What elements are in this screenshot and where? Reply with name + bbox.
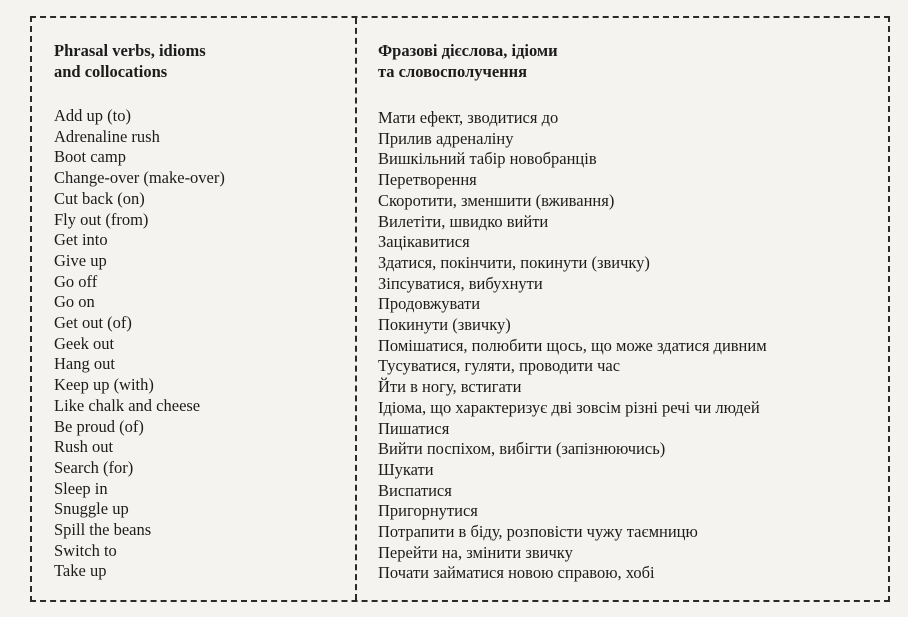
ukrainian-translation-item: Покинути (звичку) <box>378 315 511 335</box>
english-phrase-item: Give up <box>54 250 107 270</box>
ukrainian-translation-item: Вилетіти, швидко вийти <box>378 211 549 231</box>
ukrainian-translation-item: Прилив адреналіну <box>378 128 514 148</box>
column-divider <box>355 18 357 600</box>
ukrainian-translation-item: Зацікавитися <box>378 232 470 252</box>
ukrainian-translation-item: Ідіома, що характеризує дві зовсім різні речі чи людей <box>378 397 760 417</box>
english-phrase-item: Get into <box>54 230 108 250</box>
english-phrase-item: Adrenaline rush <box>54 126 160 146</box>
ukrainian-translation-item: Виспатися <box>378 480 452 500</box>
english-phrase-item: Go off <box>54 271 98 291</box>
ukrainian-translation-item: Помішатися, полюбити щось, що може здатися дивним <box>378 335 767 355</box>
english-phrase-item: Cut back (on) <box>54 188 145 208</box>
ukrainian-translation-item: Пригорнутися <box>378 501 478 521</box>
english-phrase-item: Add up (to) <box>54 106 131 125</box>
ukrainian-translation-item: Пишатися <box>378 418 450 438</box>
ukrainian-heading <box>378 40 888 82</box>
english-phrase-item: Like chalk and cheese <box>54 395 201 415</box>
english-phrase-item: Get out (of) <box>54 313 132 333</box>
ukrainian-heading-line1: Фразові дієслова, ідіоми <box>378 41 558 60</box>
english-phrase-item: Switch to <box>54 540 117 560</box>
english-heading-line2: and collocations <box>54 62 168 81</box>
english-heading-line1: Phrasal verbs, idioms <box>54 41 206 60</box>
ukrainian-translation-item: Здатися, покінчити, покинути (звичку) <box>378 252 650 272</box>
english-phrase-item: Hang out <box>54 354 115 374</box>
english-phrase-item: Geek out <box>54 333 115 353</box>
english-phrase-item: Take up <box>54 561 107 581</box>
ukrainian-translation-item: Скоротити, зменшити (вживання) <box>378 190 615 210</box>
ukrainian-translation-item: Потрапити в біду, розповісти чужу таємницю <box>378 522 698 542</box>
english-phrase-item: Boot camp <box>54 147 126 167</box>
english-column <box>54 40 344 581</box>
english-phrase-list <box>54 106 225 582</box>
ukrainian-translation-item: Мати ефект, зводитися до <box>378 108 559 127</box>
ukrainian-translation-item: Зіпсуватися, вибухнути <box>378 273 543 293</box>
ukrainian-translation-item: Перетворення <box>378 170 477 190</box>
ukrainian-column <box>378 40 888 583</box>
english-phrase-item: Sleep in <box>54 478 108 498</box>
english-phrase-item: Rush out <box>54 437 114 457</box>
english-heading <box>54 40 344 82</box>
english-phrase-item: Snuggle up <box>54 499 129 519</box>
english-phrase-item: Be proud (of) <box>54 416 144 436</box>
english-phrase-item: Search (for) <box>54 457 134 477</box>
english-phrase-item: Change-over (make-over) <box>54 168 225 188</box>
ukrainian-translation-item: Шукати <box>378 459 434 479</box>
ukrainian-translation-item: Тусуватися, гуляти, проводити час <box>378 356 621 376</box>
ukrainian-heading-line2: та словосполучення <box>378 62 528 81</box>
english-phrase-item: Fly out (from) <box>54 209 149 229</box>
ukrainian-translation-item: Продовжувати <box>378 294 481 314</box>
ukrainian-translation-list <box>378 108 767 584</box>
ukrainian-translation-item: Вишкільний табір новобранців <box>378 149 597 169</box>
english-phrase-item: Keep up (with) <box>54 375 154 395</box>
english-phrase-item: Spill the beans <box>54 520 152 540</box>
ukrainian-translation-item: Почати займатися новою справою, хобі <box>378 563 655 583</box>
ukrainian-translation-item: Вийти поспіхом, вибігти (запізнюючись) <box>378 439 666 459</box>
vocabulary-table <box>30 16 890 602</box>
english-phrase-item: Go on <box>54 292 95 312</box>
ukrainian-translation-item: Йти в ногу, встигати <box>378 377 522 397</box>
ukrainian-translation-item: Перейти на, змінити звичку <box>378 542 573 562</box>
